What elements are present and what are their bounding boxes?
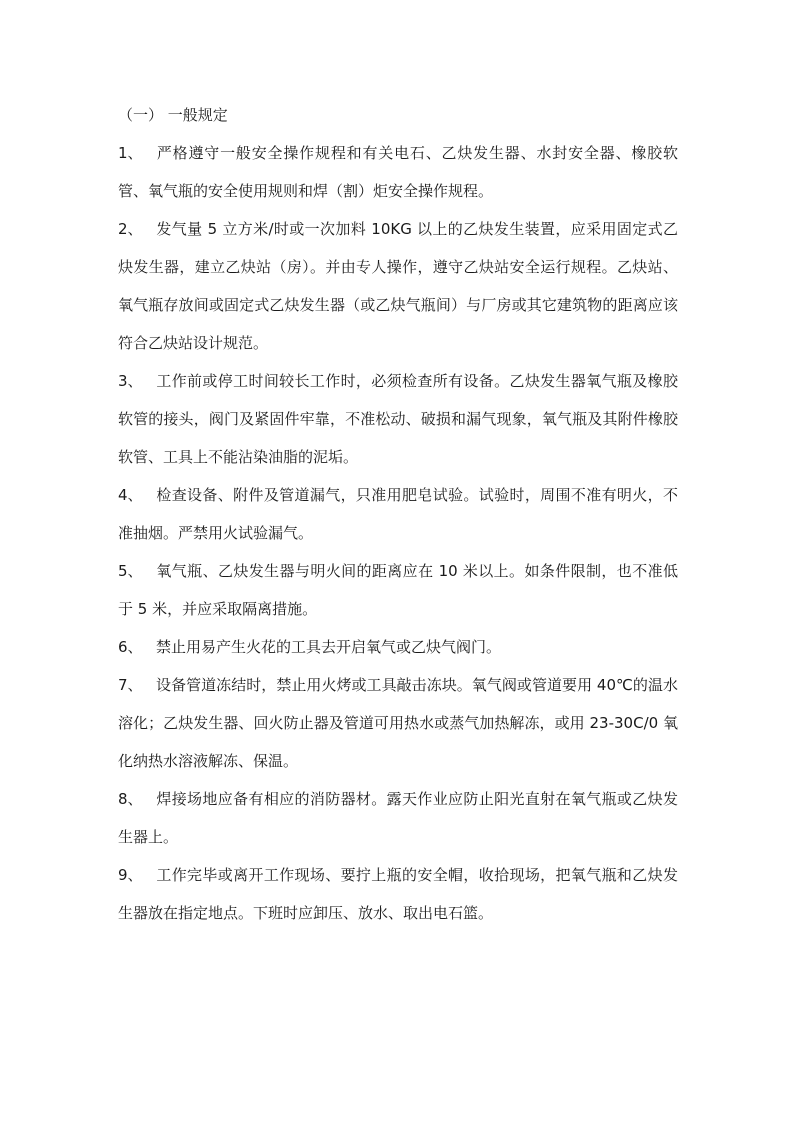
section-heading: （一） 一般规定 [118,106,228,124]
rule-item-2 [118,210,678,362]
rule-text: 焊接场地应备有相应的消防器材。露天作业应防止阳光直射在氧气瓶或乙炔发生器上。 [118,790,678,846]
document-body [118,96,678,932]
rule-number: 2、 [118,220,143,238]
rule-number: 5、 [118,562,143,580]
rule-item-1 [118,134,678,210]
rule-number: 4、 [118,486,143,504]
rule-text: 禁止用易产生火花的工具去开启氧气或乙炔气阀门。 [156,638,502,656]
rule-item-3 [118,362,678,476]
rule-number: 1、 [118,144,143,162]
rule-number: 9、 [118,866,143,884]
rule-item-9 [118,856,678,932]
rule-item-4 [118,476,678,552]
rule-text: 检查设备、附件及管道漏气，只准用肥皂试验。试验时，周围不准有明火，不准抽烟。严禁用火试验漏气。 [118,486,678,542]
rule-item-7 [118,666,678,780]
rule-number: 6、 [118,638,143,656]
rule-text: 氧气瓶、乙炔发生器与明火间的距离应在 10 米以上。如条件限制，也不准低于 5 米，并应采取隔离措施。 [118,562,678,618]
rule-text: 工作完毕或离开工作现场、要拧上瓶的安全帽，收拾现场，把氧气瓶和乙炔发生器放在指定地点。下班时应卸压、放水、取出电石篮。 [118,866,678,922]
rule-text: 严格遵守一般安全操作规程和有关电石、乙炔发生器、水封安全器、橡胶软管、氧气瓶的安全使用规则和焊（割）炬安全操作规程。 [118,144,678,200]
rule-item-8 [118,780,678,856]
rule-number: 7、 [118,676,143,694]
rule-number: 3、 [118,372,143,390]
rule-item-6 [118,628,678,666]
rule-item-5 [118,552,678,628]
rule-text: 工作前或停工时间较长工作时，必须检查所有设备。乙炔发生器氧气瓶及橡胶软管的接头，阀门及紧固件牢靠，不准松动、破损和漏气现象，氧气瓶及其附件橡胶软管、工具上不能沾染油脂的泥垢。 [118,372,678,466]
rule-text: 设备管道冻结时，禁止用火烤或工具敲击冻块。氧气阀或管道要用 40℃的温水溶化；乙炔发生器、回火防止器及管道可用热水或蒸气加热解冻，或用 23-30C/0 氧化纳热水溶液解冻、保温。 [118,676,678,770]
rule-text: 发气量 5 立方米/时或一次加料 10KG 以上的乙炔发生装置，应采用固定式乙炔发生器，建立乙炔站（房）。并由专人操作，遵守乙炔站安全运行规程。乙炔站、氧气瓶存放间或固定式乙炔发生器（或乙炔气瓶间）与厂房或其它建筑物的距离应该符合乙炔站设计规范。 [118,220,678,352]
rule-number: 8、 [118,790,143,808]
